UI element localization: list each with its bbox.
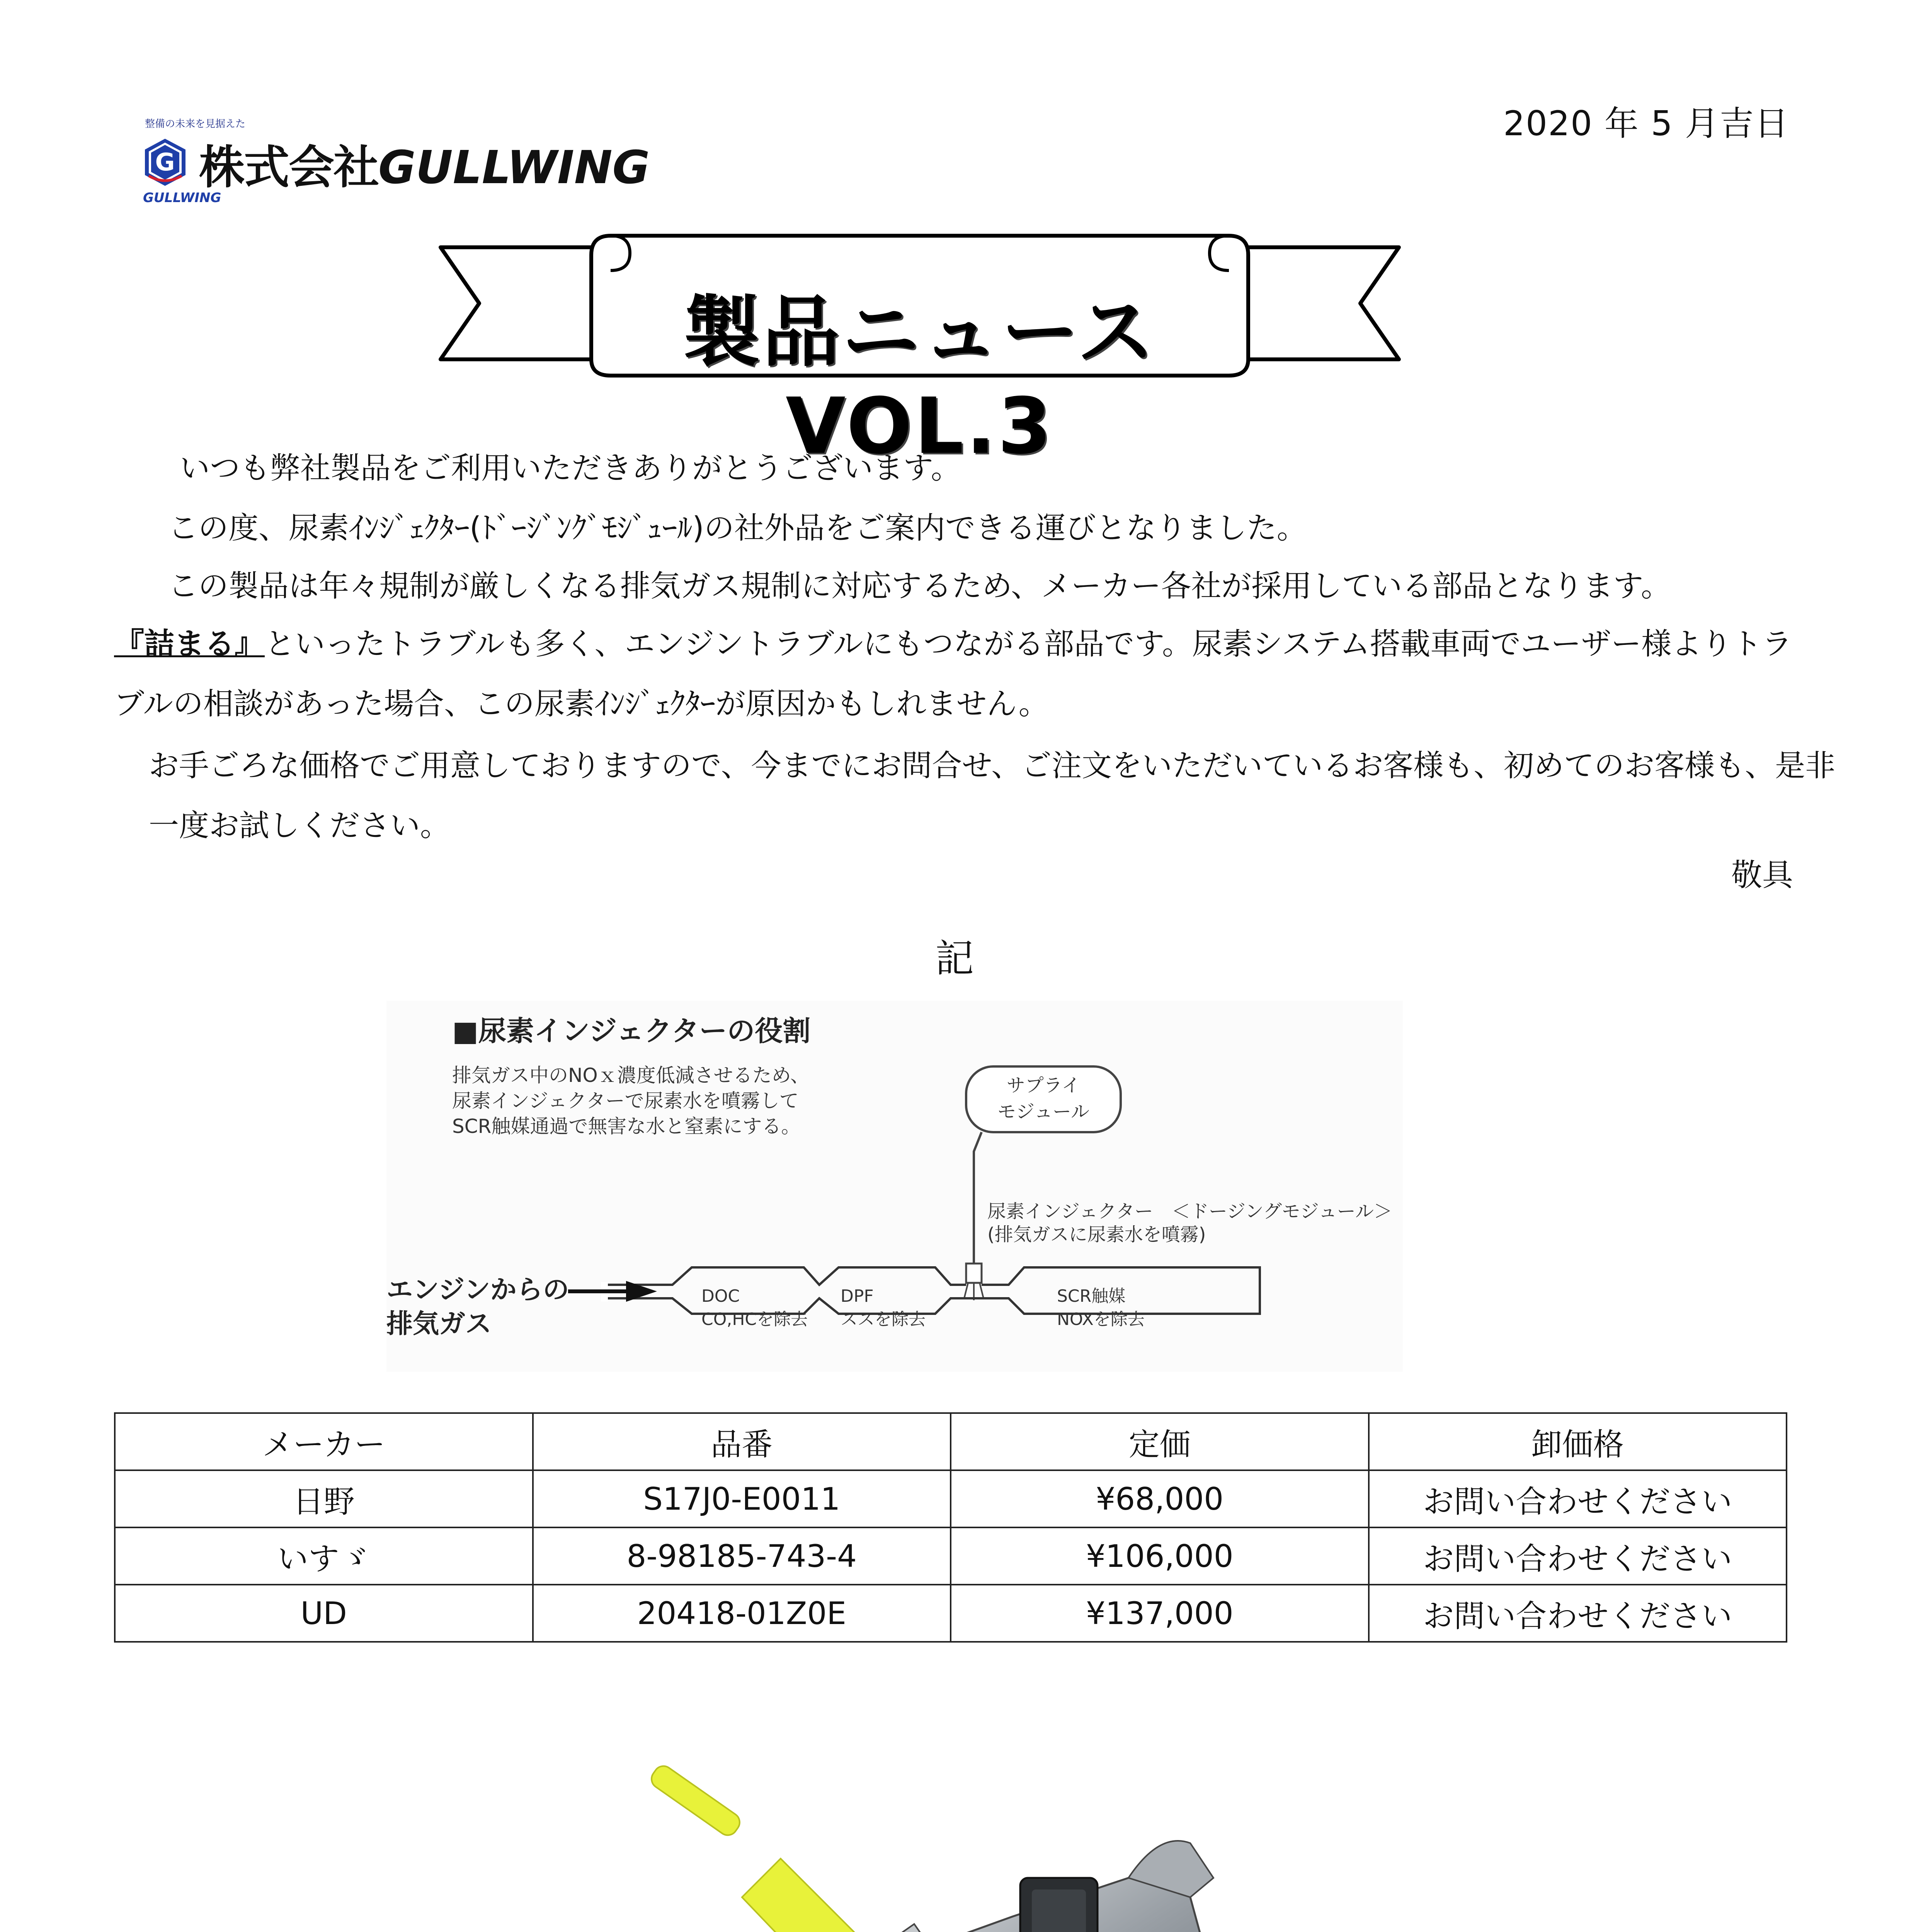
cell-maker: 日野 — [115, 1470, 533, 1527]
closing-word: 敬具 — [1731, 857, 1793, 893]
price-table — [114, 1412, 1787, 1643]
header-maker: メーカー — [115, 1413, 533, 1470]
banner-title: 製品ニュース VOL.3 — [682, 287, 1157, 471]
header-list-price: 定価 — [951, 1413, 1369, 1470]
emphasis-clogging: 『詰まる』 — [114, 627, 265, 662]
cell-maker: UD — [115, 1585, 533, 1642]
greeting-paragraph: いつも弊社製品をご利用いただきありがとうございます。 — [180, 451, 961, 486]
cell-list-price: ¥68,000 — [951, 1470, 1369, 1527]
logo-mark-icon — [143, 137, 187, 187]
table-row — [115, 1585, 1787, 1642]
regulation-paragraph: この製品は年々規制が厳しくなる排気ガス規制に対応するため、メーカー各社が採用している部品となります。 — [168, 569, 1671, 604]
diagram-description: 排気ガス中のNOｘ濃度低減させるため、 尿素インジェクターで尿素水を噴霧して SCR触媒通過で無害な水と窒素にする。 — [452, 1064, 810, 1138]
engine-exhaust-label: エンジンからの 排気ガス — [386, 1275, 569, 1339]
scr-label: SCR触媒 NOXを除去 — [1057, 1286, 1145, 1329]
injector-illustration — [580, 1716, 1329, 1932]
table-row — [115, 1527, 1787, 1585]
cell-part-number: 20418-01Z0E — [533, 1585, 951, 1642]
logo-tagline: 整備の未来を見据えた — [145, 118, 246, 130]
ki-heading: 記 — [935, 936, 974, 981]
company-name: 株式会社GULLWING — [199, 141, 650, 194]
title-banner — [429, 232, 1411, 471]
injector-label: 尿素インジェクター ＜ドージングモジュール＞ (排気ガスに尿素水を噴霧) — [987, 1201, 1392, 1245]
diagram-title: ■尿素インジェクターの役割 — [452, 1015, 811, 1047]
cell-part-number: 8-98185-743-4 — [533, 1527, 951, 1585]
offer-paragraph: お手ごろな価格でご用意しておりますので、今までにお問合せ、ご注文をいただいているお客様も、初めてのお客様も、是非一度お試しください。 — [149, 748, 1836, 843]
cell-part-number: S17J0-E0011 — [533, 1470, 951, 1527]
header-wholesale-price: 卸価格 — [1369, 1413, 1787, 1470]
table-header-row — [115, 1413, 1787, 1470]
intro-paragraph: この度、尿素ｲﾝｼﾞｪｸﾀｰ(ﾄﾞｰｼﾞﾝｸﾞﾓｼﾞｭｰﾙ)の社外品をご案内できる運びとなりました。 — [168, 511, 1307, 546]
cell-list-price: ¥106,000 — [951, 1527, 1369, 1585]
table-row — [115, 1470, 1787, 1527]
injector-role-diagram — [386, 1001, 1403, 1372]
doc-label: DOC CO,HCを除去 — [701, 1286, 808, 1329]
logo-subtext: GULLWING — [143, 190, 221, 206]
cell-maker: いすゞ — [115, 1527, 533, 1585]
cell-list-price: ¥137,000 — [951, 1585, 1369, 1642]
product-photo — [580, 1716, 1329, 1932]
supply-module-label: サプライ モジュール — [997, 1075, 1090, 1122]
cell-wholesale-price: お問い合わせください — [1369, 1470, 1787, 1527]
cell-wholesale-price: お問い合わせください — [1369, 1527, 1787, 1585]
document-date: 2020 年 5 月吉日 — [1503, 104, 1789, 143]
company-logo — [128, 100, 688, 216]
header-part-number: 品番 — [533, 1413, 951, 1470]
dpf-label: DPF ススを除去 — [841, 1286, 926, 1329]
cell-wholesale-price: お問い合わせください — [1369, 1585, 1787, 1642]
trouble-paragraph: 『詰まる』といったトラブルも多く、エンジントラブルにもつながる部品です。尿素システム搭載車両でユーザー様よりトラブルの相談があった場合、この尿素ｲﾝｼﾞｪｸﾀｰが原因かもしれません。 — [114, 627, 1792, 721]
logo-mark-letter: G — [155, 148, 175, 176]
